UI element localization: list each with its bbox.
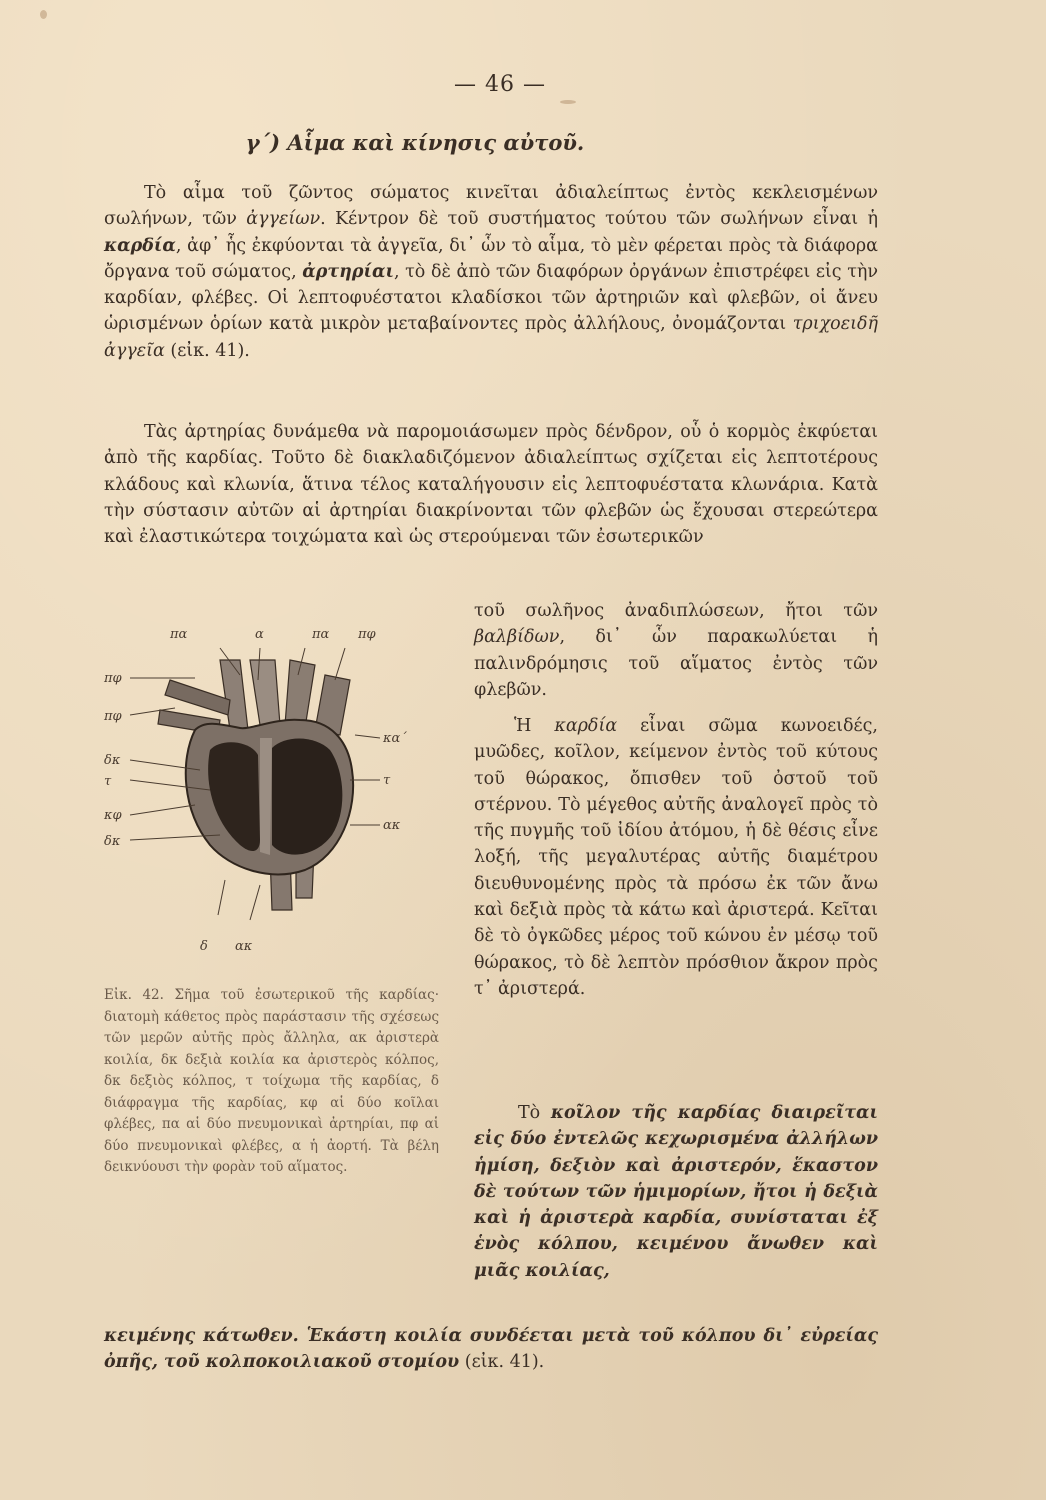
label-t-right: τ bbox=[383, 773, 391, 788]
paragraph-heart-chambers bbox=[474, 1100, 878, 1284]
paragraph-tail bbox=[104, 1323, 878, 1376]
caption-lead: Εἰκ. 42. bbox=[104, 987, 164, 1003]
text-run: , ἀφ᾽ ἧς ἐκφύονται τὰ ἀγγεῖα, δι᾽ ὧν τὸ αἷμα, τὸ μὲν φέρεται πρὸς τὰ διάφορα ὄργανα τοῦ σώματος, bbox=[104, 235, 878, 282]
label-dk-left: δκ bbox=[104, 753, 121, 768]
figure-caption bbox=[104, 985, 439, 1179]
text-run: , τὸ δὲ ἀπὸ τῶν διαφόρων ὀργάνων ἐπιστρέφει εἰς τὴν καρδίαν, φλέβες. Οἱ λεπτοφυέστατοι κλαδίσκοι τῶν ἀρτηριῶν καὶ φλεβῶν, οἱ ἄνευ ὡρισμένων ὁρίων κατὰ μικρὸν μεταβαίνοντες πρὸς ἀλλήλους, ὀνομάζονται bbox=[104, 261, 879, 335]
paragraph-heart-shape bbox=[474, 713, 878, 1002]
term-kardia-2: καρδία bbox=[554, 716, 618, 736]
text-run: (εἰκ. 41). bbox=[164, 340, 250, 361]
text-run: τοῦ σωλῆνος ἀναδιπλώσεων, ἤτοι τῶν bbox=[474, 601, 878, 621]
pulmonary-artery-vessel-2 bbox=[285, 660, 315, 728]
label-d-bottom: δ bbox=[200, 939, 208, 954]
label-pa-1: πα bbox=[170, 627, 188, 642]
septum bbox=[260, 738, 272, 855]
heart-figure bbox=[100, 620, 430, 960]
text-run: . Κέντρον δὲ τοῦ συστήματος τούτου τῶν σωλήνων εἶναι ἡ bbox=[320, 209, 878, 230]
label-pf-top: πφ bbox=[358, 627, 376, 642]
term-kardia: καρδία bbox=[104, 235, 176, 256]
text-run: , δι᾽ ὧν παρακωλύεται ἡ παλινδρόμησις τοῦ αἵματος ἐντὸς τῶν φλεβῶν. bbox=[474, 627, 878, 700]
term-koilon: κοῖλον τῆς καρδίας διαιρεῖται εἰς δύο ἐντελῶς κεχωρισμένα ἀλλήλων ἡμίση, δεξιὸν καὶ ἀριστερόν, ἕκαστον δὲ τούτων τῶν ἡμιμορίων, ἤτοι ἡ δεξιὰ καὶ ἡ ἀριστερὰ καρδία, συνίσταται ἐξ ἑνὸς κόλπου, κειμένου ἄνωθεν καὶ μιᾶς κοιλίας, bbox=[474, 1103, 878, 1281]
label-a: α bbox=[255, 627, 264, 642]
text-run: εἶναι σῶμα κωνοειδές, μυῶδες, κοῖλον, κείμενον ἐντὸς τοῦ κύτους τοῦ θώρακος, ὄπισθεν τοῦ ὀστοῦ τοῦ στέρνου. Τὸ μέγεθος αὐτῆς ἀναλογεῖ πρὸς τὸ τῆς πυγμῆς τοῦ ἰδίου ἀτόμου, ἡ δὲ θέσις εἶνε λοξή, τῆς μεγαλυτέρας αὐτῆς διαμέτρου διευθυνομένης πρὸς τὰ πρόσω ἐκ τῶν ἄνω καὶ δεξιὰ πρὸς τὰ κάτω καὶ ἀριστερά. Κεῖται δὲ τὸ ὀγκῶδες μέρος τοῦ κώνου ἐν μέσῳ τοῦ θώρακος, τὸ δὲ λεπτὸν πρόσθιον ἄκρον πρὸς τ᾽ ἀριστερά. bbox=[474, 716, 878, 999]
label-ak-right: ακ bbox=[383, 818, 401, 833]
text-run: Τὸ bbox=[518, 1103, 551, 1123]
pulmonary-vein-vessel bbox=[165, 680, 230, 715]
paragraph-blood-vessels bbox=[104, 180, 878, 364]
page-number: — 46 — bbox=[454, 72, 546, 97]
text-run: Ἡ bbox=[514, 716, 555, 736]
label-pf-left-1: πφ bbox=[104, 671, 122, 686]
label-ka-right: κα΄ bbox=[383, 731, 407, 746]
paragraph-arteries-continued bbox=[474, 598, 878, 703]
term-tail: κειμένης κάτωθεν. Ἑκάστη κοιλία συνδέεται μετὰ τοῦ κόλπου δι᾽ εὐρείας ὀπῆς, τοῦ κολποκοιλιακοῦ στομίου bbox=[104, 1326, 878, 1373]
term-artiriai: ἀρτηρίαι bbox=[302, 261, 394, 282]
label-pf-left-2: πφ bbox=[104, 709, 122, 724]
ink-spot bbox=[560, 100, 576, 104]
term-aggeia: ἀγγείων bbox=[246, 209, 321, 230]
ink-spot bbox=[40, 10, 47, 19]
heart-diagram bbox=[100, 620, 430, 960]
label-t-left: τ bbox=[104, 774, 112, 789]
term-valvides: βαλβίδων bbox=[474, 627, 560, 648]
caption-text: Σῆμα τοῦ ἐσωτερικοῦ τῆς καρδίας· διατομὴ κάθετος πρὸς παράστασιν τῆς σχέσεως τῶν μερῶν αὐτῆς πρὸς ἄλληλα, ακ ἀριστερὰ κοιλία, δκ δεξιὰ κοιλία κα ἀριστερὸς κόλπος, δκ δεξιὸς κόλπος, τ τοίχωμα τῆς καρδίας, δ διάφραγμα τῆς καρδίας, κφ αἱ δύο κοῖλαι φλέβες, πα αἱ δύο πνευμονικαὶ ἀρτηρίαι, πφ αἱ δύο πνευμονικαὶ φλέβες, α ἡ ἀορτή. Τὰ βέλη δεικνύουσι τὴν φορὰν τοῦ αἵματος. bbox=[104, 987, 440, 1175]
label-pa-2: πα bbox=[312, 627, 330, 642]
pulmonary-artery-vessel bbox=[250, 660, 280, 725]
text-run: Τὸ αἷμα τοῦ ζῶντος σώματος κινεῖται ἀδιαλείπτως ἐντὸς κεκλεισμένων σωλήνων, τῶν bbox=[104, 183, 878, 230]
label-kf-left: κφ bbox=[104, 808, 122, 823]
text-run: (εἰκ. 41). bbox=[459, 1352, 545, 1373]
paragraph-arteries: Τὰς ἀρτηρίας δυνάμεθα νὰ παρομοιάσωμεν πρὸς δένδρον, οὗ ὁ κορμὸς ἐκφύεται ἀπὸ τῆς καρδίας. Τοῦτο δὲ διακλαδιζόμενον ἀδιαλείπτως σχίζεται εἰς λεπτοτέρους κλάδους καὶ κλωνία, ἅτινα τέλος καταλήγουσιν εἰς λεπτοφυέστατα κλωνάρια. Κατὰ τὴν σύστασιν αὐτῶν αἱ ἀρτηρίαι διακρίνονται τῶν φλεβῶν ὡς ἔχουσαι στερεώτερα καὶ ἐλαστικώτερα τοιχώματα καὶ ὡς στερούμεναι τῶν ἐσωτερικῶν bbox=[104, 422, 878, 548]
term-trichoeidi: τριχοειδῆ ἀγγεῖα bbox=[104, 314, 878, 361]
section-title: γ΄) Αἷμα καὶ κίνησις αὐτοῦ. bbox=[245, 130, 585, 155]
aorta-vessel bbox=[220, 660, 248, 730]
label-ak-bottom: ακ bbox=[235, 939, 253, 954]
label-dk-left-2: δκ bbox=[104, 834, 121, 849]
